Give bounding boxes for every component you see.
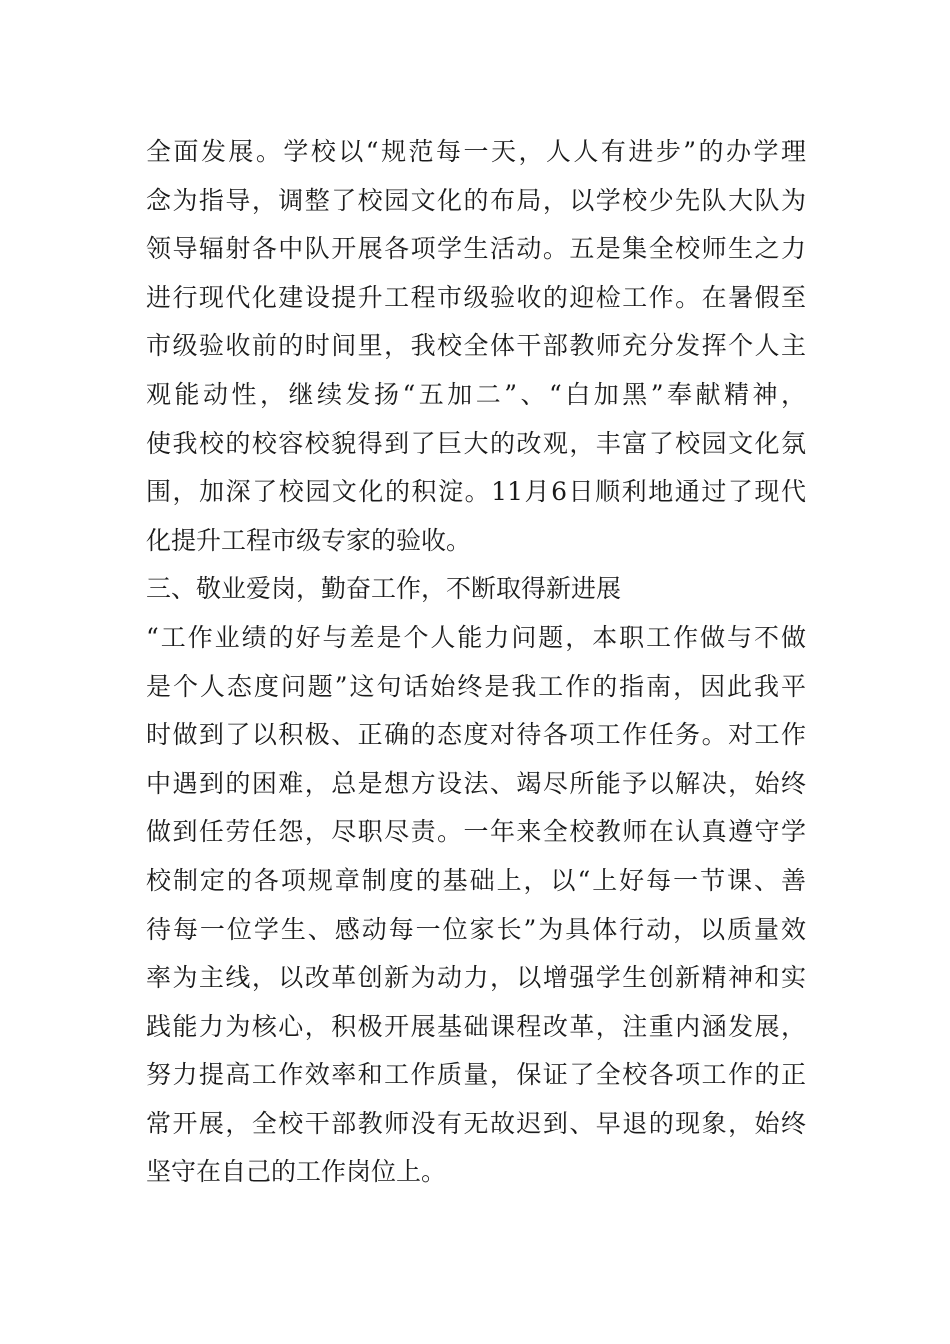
text-line: 是个人态度问题”这句话始终是我工作的指南，因此我平 xyxy=(146,671,806,701)
section-heading: 三、敬业爱岗，勤奋工作，不断取得新进展 xyxy=(146,574,622,604)
text-line: 使我校的校容校貌得到了巨大的改观，丰富了校园文化氛 xyxy=(146,428,806,458)
text-line: 常开展，全校干部教师没有无故迟到、早退的现象，始终 xyxy=(146,1108,806,1138)
text-line: 待每一位学生、感动每一位家长”为具体行动，以质量效 xyxy=(146,914,806,944)
text-line: 进行现代化建设提升工程市级验收的迎检工作。在暑假至 xyxy=(146,282,806,312)
text-line: 全面发展。学校以“规范每一天，人人有进步”的办学理 xyxy=(146,137,806,166)
text-line: 校制定的各项规章制度的基础上，以“上好每一节课、善 xyxy=(146,865,806,895)
text-line: 坚守在自己的工作岗位上。 xyxy=(146,1157,447,1187)
text-line: 努力提高工作效率和工作质量，保证了全校各项工作的正 xyxy=(146,1060,806,1090)
text-line: 做到任劳任怨，尽职尽责。一年来全校教师在认真遵守学 xyxy=(146,817,806,847)
text-line: 念为指导，调整了校园文化的布局，以学校少先队大队为 xyxy=(146,185,806,215)
body-text xyxy=(146,128,806,1197)
text-line: 时做到了以积极、正确的态度对待各项工作任务。对工作 xyxy=(146,720,806,750)
text-line: 领导辐射各中队开展各项学生活动。五是集全校师生之力 xyxy=(146,234,806,264)
text-line: 践能力为核心，积极开展基础课程改革，注重内涵发展， xyxy=(146,1011,806,1041)
text-line: 市级验收前的时间里，我校全体干部教师充分发挥个人主 xyxy=(146,331,806,361)
text-line: 观能动性，继续发扬“五加二”、“白加黑”奉献精神， xyxy=(146,379,806,409)
text-line: 率为主线，以改革创新为动力，以增强学生创新精神和实 xyxy=(146,963,806,993)
text-line: 中遇到的困难，总是想方设法、竭尽所能予以解决，始终 xyxy=(146,768,806,798)
text-line: 围，加深了校园文化的积淀。11月6日顺利地通过了现代 xyxy=(146,477,806,507)
text-line: “工作业绩的好与差是个人能力问题，本职工作做与不做 xyxy=(146,622,806,652)
text-line: 化提升工程市级专家的验收。 xyxy=(146,525,472,555)
